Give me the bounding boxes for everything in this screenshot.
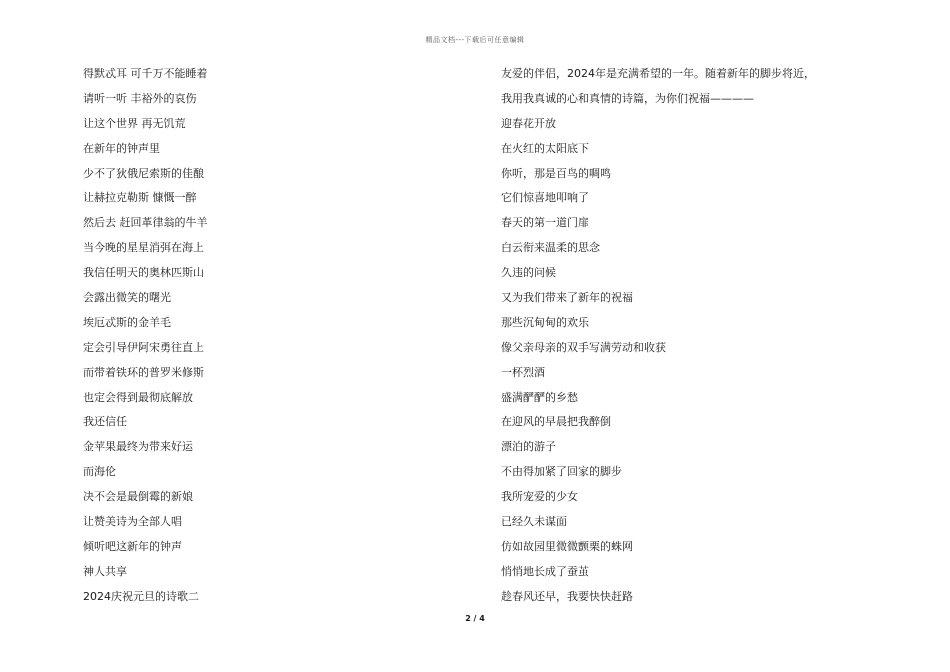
left-poem-column [83, 66, 463, 614]
poem-line: 神人共享 [83, 564, 127, 578]
poem-line: 我还信任 [83, 415, 127, 429]
poem-line: 让这个世界 再无饥荒 [83, 116, 186, 130]
poem-line: 像父亲母亲的双手写满劳动和收获 [501, 340, 666, 354]
poem-line: 然后去 赶回革律翁的牛羊 [83, 216, 208, 230]
poem-line: 漂泊的游子 [501, 440, 556, 454]
section-heading: 2024庆祝元旦的诗歌二 [83, 589, 199, 603]
poem-line: 一杯烈酒 [501, 365, 545, 379]
poem-line: 让赞美诗为全部人唱 [83, 515, 182, 529]
poem-line: 在迎风的早晨把我醉倒 [501, 415, 611, 429]
poem-line: 盛满酽酽的乡愁 [501, 390, 578, 404]
page-number: 2 / 4 [465, 614, 485, 623]
poem-line: 也定会得到最彻底解放 [83, 390, 193, 404]
poem-line: 又为我们带来了新年的祝福 [501, 291, 633, 305]
poem-line: 我所宠爱的少女 [501, 490, 578, 504]
poem-line: 少不了狄俄尼索斯的佳酿 [83, 166, 204, 180]
poem-line: 请听一听 丰裕外的哀伤 [83, 91, 197, 105]
poem-line: 春天的第一道门扉 [501, 216, 589, 230]
poem-line: 定会引导伊阿宋勇往直上 [83, 340, 204, 354]
page-header: 精品文档---下载后可任意编辑 [425, 36, 525, 44]
poem-line: 仿如故园里微微颤栗的蛛网 [501, 539, 633, 553]
poem-line: 决不会是最倒霉的新娘 [83, 490, 193, 504]
poem-line: 会露出微笑的曙光 [83, 291, 171, 305]
poem-line: 在新年的钟声里 [83, 141, 160, 155]
poem-line: 得默忒耳 可千万不能睡着 [83, 67, 208, 80]
poem-line: 金苹果最终为带来好运 [83, 440, 193, 454]
poem-line: 趁春风还早，我要快快赶路 [501, 589, 633, 603]
poem-line: 你听，那是百鸟的啁鸣 [501, 166, 611, 180]
poem-line: 迎春花开放 [501, 116, 556, 130]
intro-line: 友爱的伴侣，2024年是充满希望的一年。随着新年的脚步将近， [501, 67, 815, 80]
intro-line: 我用我真诚的心和真情的诗篇，为你们祝福———— [501, 91, 754, 105]
poem-line: 我信任明天的奥林匹斯山 [83, 266, 204, 280]
poem-line: 倾听吧这新年的钟声 [83, 539, 182, 553]
poem-line: 它们惊喜地叩响了 [501, 191, 589, 205]
poem-line: 白云衔来温柔的思念 [501, 241, 600, 255]
poem-line: 埃厄忒斯的金羊毛 [83, 315, 171, 329]
poem-line: 不由得加紧了回家的脚步 [501, 465, 622, 479]
right-poem-column [501, 66, 901, 614]
poem-line: 当今晚的星星消弭在海上 [83, 241, 204, 255]
poem-line: 已经久未谋面 [501, 515, 567, 529]
poem-line: 悄悄地长成了蚕茧 [501, 564, 589, 578]
poem-line: 在火红的太阳底下 [501, 141, 589, 155]
poem-line: 那些沉甸甸的欢乐 [501, 315, 589, 329]
poem-line: 久违的问候 [501, 266, 556, 280]
poem-line: 让赫拉克勒斯 慷慨一醉 [83, 191, 197, 205]
poem-line: 而带着铁环的普罗米修斯 [83, 365, 204, 379]
poem-line: 而海伦 [83, 465, 116, 479]
